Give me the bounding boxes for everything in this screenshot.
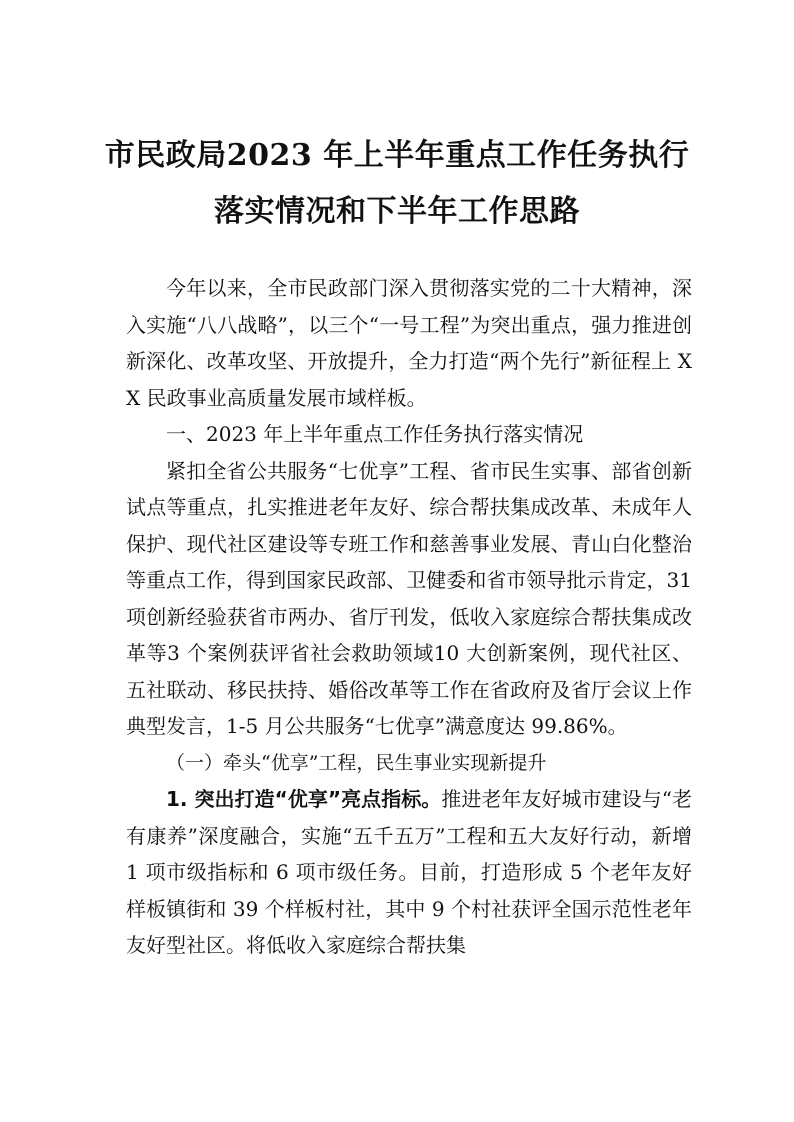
document-title-line-2: 落实情况和下半年工作思路: [214, 194, 580, 229]
section-heading-1: 一、2023 年上半年重点工作任务执行落实情况: [166, 422, 584, 446]
intro-paragraph: 今年以来，全市民政部门深入贯彻落实党的二十大精神，深入实施“八八战略”，以三个“一号工程”为突出重点，强力推进创新深化、改革攻坚、开放提升，全力打造“两个先行”新征程上 XX 民政事业高质量发展市域样板。: [126, 276, 692, 410]
item-1-paragraph: [126, 781, 692, 964]
item-1-body: 推进老年友好城市建设与“老有康养”深度融合，实施“五千五万”工程和五大友好行动，新增 1 项市级指标和 6 项市级任务。目前，打造形成 5 个老年友好样板镇街和 39 个样板村社，其中 9 个村社获评全国示范性老年友好型社区。将低收入家庭综合帮扶集: [126, 787, 692, 957]
document-title-line-1: 市民政局2023 年上半年重点工作任务执行: [104, 138, 690, 173]
document-body: [126, 270, 692, 964]
subsection-heading-1: （一）牵头“优享”工程，民生事业实现新提升: [166, 751, 547, 774]
section-1-paragraph: 紧扣全省公共服务“七优享”工程、省市民生实事、部省创新试点等重点，扎实推进老年友好、综合帮扶集成改革、未成年人保护、现代社区建设等专班工作和慈善事业发展、青山白化整治等重点工作，得到国家民政部、卫健委和省市领导批示肯定，31 项创新经验获省市两办、省厅刊发，低收入家庭综合帮扶集成改革等3 个案例获评省社会救助领域10 大创新案例，现代社区、五社联动、移民扶持、婚俗改革等工作在省政府及省厅会议上作典型发言，1-5 月公共服务“七优享”满意度达 99.86%。: [126, 458, 692, 738]
item-1-lead: 1. 突出打造“优享”亮点指标。: [166, 787, 442, 811]
